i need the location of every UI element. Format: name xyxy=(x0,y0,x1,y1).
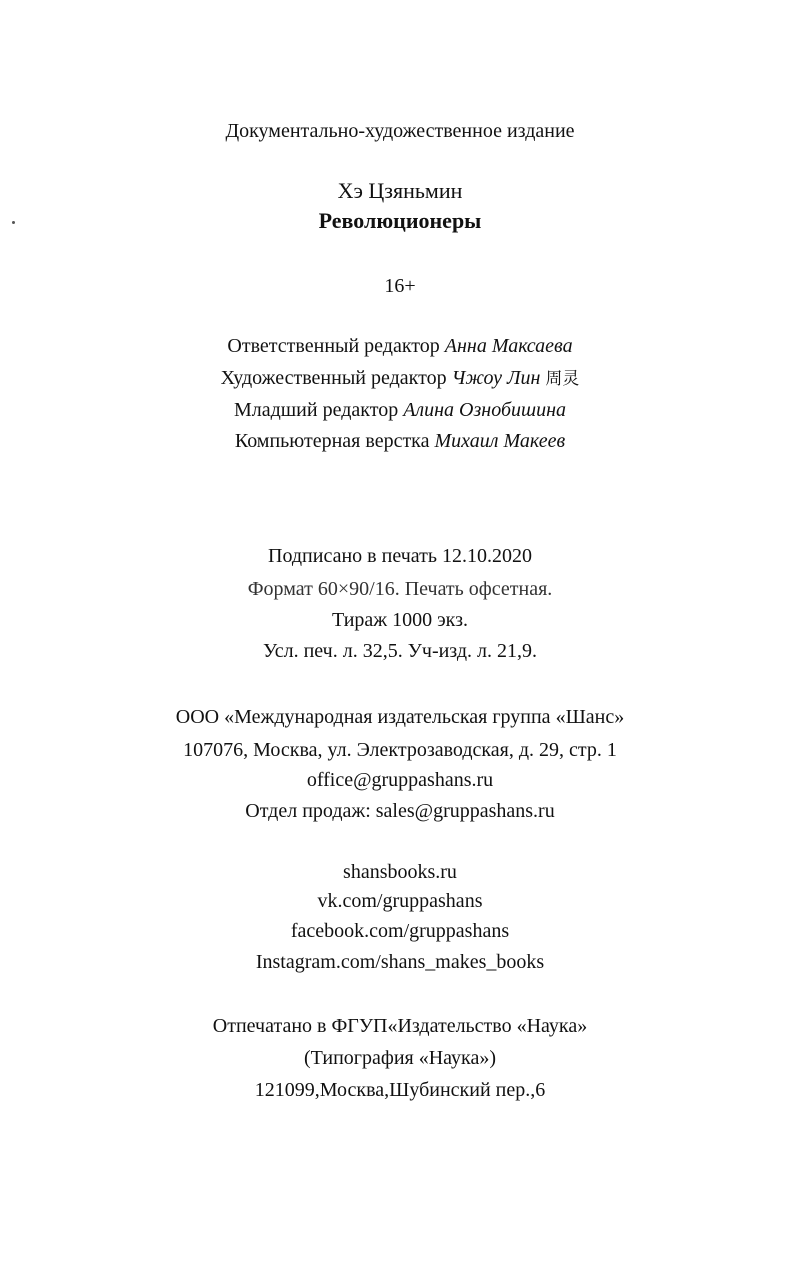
credit-person: Чжоу Лин xyxy=(451,367,541,389)
credit-role: Младший редактор xyxy=(233,399,399,421)
credit-role: Ответственный редактор xyxy=(227,335,440,357)
sales-email: Отдел продаж: sales@gruppashans.ru xyxy=(245,800,555,822)
author-name: Хэ Цзяньмин xyxy=(337,178,463,203)
printed-by: Отпечатано в ФГУП«Издательство «Наука» xyxy=(212,1015,588,1037)
format-line: Формат 60×90/16. Печать офсетная. xyxy=(247,578,553,600)
genre-line: Документально-художественное издание xyxy=(225,120,575,142)
credit-person: Анна Максаева xyxy=(444,335,573,357)
signed-to-print: Подписано в печать 12.10.2020 xyxy=(268,545,532,567)
facebook-link: facebook.com/gruppashans xyxy=(290,920,510,942)
website-link: shansbooks.ru xyxy=(343,861,457,883)
book-title: Революционеры xyxy=(318,208,482,233)
credit-responsible-editor xyxy=(0,332,800,360)
credit-role: Художественный редактор xyxy=(220,367,447,389)
vk-link: vk.com/gruppashans xyxy=(317,890,483,912)
publisher-name: ООО «Международная издательская группа «Шанс» xyxy=(175,706,625,728)
credit-layout xyxy=(0,427,800,455)
publisher-email: office@gruppashans.ru xyxy=(306,769,494,791)
print-run: Тираж 1000 экз. xyxy=(331,609,469,631)
publisher-address: 107076, Москва, ул. Электрозаводская, д. 29, стр. 1 xyxy=(183,739,617,761)
age-rating: 16+ xyxy=(384,275,416,297)
credit-person: Алина Ознобишина xyxy=(403,399,567,421)
credit-role: Компьютерная верстка xyxy=(234,430,430,452)
sheets-line: Усл. печ. л. 32,5. Уч-изд. л. 21,9. xyxy=(262,640,537,662)
credit-person-chinese: 周灵 xyxy=(545,369,580,389)
credit-junior-editor xyxy=(0,396,800,424)
credit-person: Михаил Макеев xyxy=(434,430,566,452)
printing-house: (Типография «Наука») xyxy=(304,1047,496,1069)
printing-address: 121099,Москва,Шубинский пер.,6 xyxy=(254,1079,546,1101)
credit-art-editor xyxy=(0,364,800,393)
instagram-link: Instagram.com/shans_makes_books xyxy=(255,951,545,973)
